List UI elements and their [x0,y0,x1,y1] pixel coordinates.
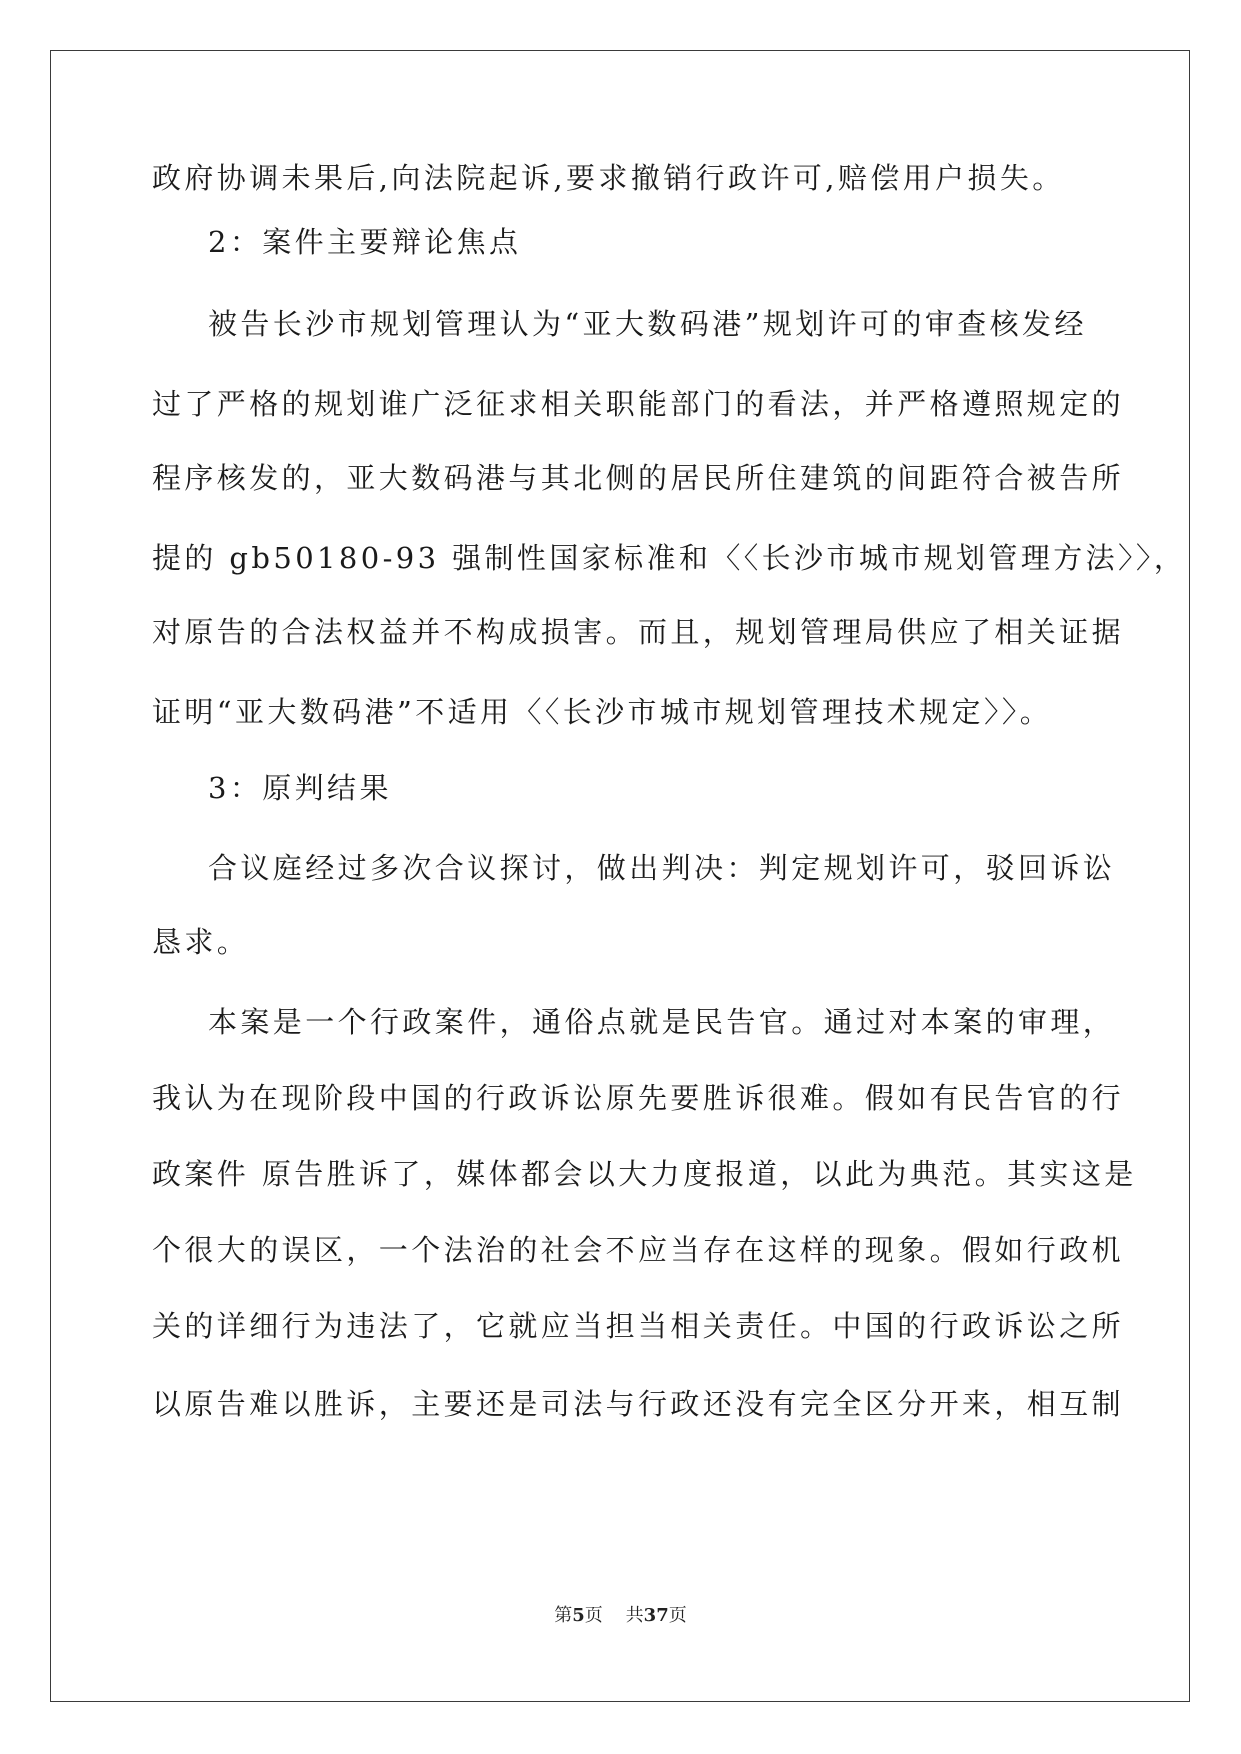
page-footer [0,1604,1241,1628]
page-suffix: 页 [584,1605,603,1626]
total-pages: 37 [643,1605,669,1626]
text-line: 关的详细行为违法了，它就应当担当相关责任。中国的行政诉讼之所 [152,1309,1125,1343]
text-line: 个很大的误区，一个法治的社会不应当存在这样的现象。假如行政机 [152,1233,1125,1267]
text-line: 以原告难以胜诉，主要还是司法与行政还没有完全区分开来，相互制 [152,1387,1125,1421]
paragraph-first-line: 本案是一个行政案件，通俗点就是民告官。通过对本案的审理， [208,1005,1116,1039]
text-line: 对原告的合法权益并不构成损害。而且，规划管理局供应了相关证据 [152,615,1125,649]
text-line: 我认为在现阶段中国的行政诉讼原先要胜诉很难。假如有民告官的行 [152,1081,1125,1115]
total-prefix: 共 [625,1605,644,1626]
text-line: 政案件 原告胜诉了，媒体都会以大力度报道，以此为典范。其实这是 [152,1157,1137,1191]
text-line: 过了严格的规划谁广泛征求相关职能部门的看法，并严格遵照规定的 [152,387,1125,421]
text-line: 提的 gb50180-93 强制性国家标准和〈〈长沙市城市规划管理方法〉〉， [152,541,1187,575]
page-prefix: 第 [554,1605,573,1626]
text-line: 程序核发的，亚大数码港与其北侧的居民所住建筑的间距符合被告所 [152,461,1125,495]
text-line: 证明“亚大数码港”不适用〈〈长沙市城市规划管理技术规定〉〉。 [152,695,1053,729]
paragraph-first-line: 被告长沙市规划管理认为“亚大数码港”规划许可的审查核发经 [208,307,1087,341]
section-heading: 2：案件主要辩论焦点 [208,225,522,259]
page-number: 5 [572,1605,585,1626]
text-line: 政府协调未果后,向法院起诉,要求撤销行政许可,赔偿用户损失。 [152,161,1065,195]
total-suffix: 页 [668,1605,687,1626]
paragraph-first-line: 合议庭经过多次合议探讨，做出判决：判定规划许可，驳回诉讼 [208,851,1116,885]
text-line: 恳求。 [152,925,250,959]
section-heading: 3：原判结果 [208,771,392,805]
